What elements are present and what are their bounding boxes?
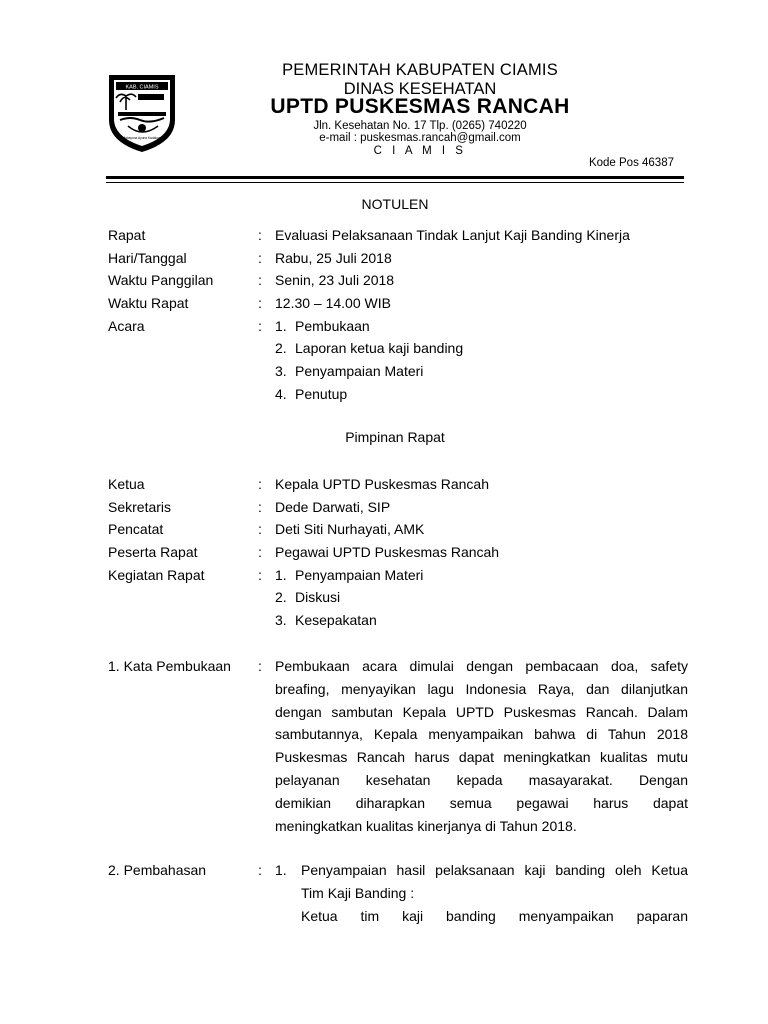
info-colon: :	[258, 295, 262, 311]
activity-item	[0, 611, 768, 629]
letterhead-divider-thin	[106, 182, 684, 183]
info-colon: :	[258, 227, 262, 243]
letterhead-government: PEMERINTAH KABUPATEN CIAMIS	[282, 61, 558, 79]
leader-value: Deti Siti Nurhayati, AMK	[275, 521, 425, 537]
agenda-item-text: Penutup	[295, 386, 348, 402]
leader-row-ketua	[0, 475, 768, 493]
info-label: Waktu Panggilan	[108, 272, 214, 288]
info-colon: :	[258, 272, 262, 288]
agenda-colon: :	[258, 318, 262, 334]
paragraph-line: Pembukaan acara dimulai dengan pembacaan doa, safety	[275, 658, 688, 674]
agenda-item-number: 4.	[275, 386, 287, 402]
leader-label: Peserta Rapat	[108, 544, 198, 560]
info-value: Rabu, 25 Juli 2018	[275, 250, 392, 266]
paragraph-line: sambutannya, Kepala menyampaikan bahwa di Tahun 2018	[275, 726, 688, 743]
letterhead-city: C I A M I S	[373, 145, 467, 157]
letterhead-institution: UPTD PUSKESMAS RANCAH	[270, 95, 570, 118]
info-row-waktu-rapat	[0, 294, 768, 312]
agenda-item	[0, 339, 768, 357]
paragraph-line: Tim Kaji Banding :	[301, 884, 415, 901]
agenda-item-text: Pembukaan	[295, 318, 370, 334]
info-value: Senin, 23 Juli 2018	[275, 272, 395, 288]
agenda-item	[0, 362, 768, 380]
leader-colon: :	[258, 499, 262, 515]
leader-row-peserta	[0, 543, 768, 561]
agenda-label: Acara	[108, 318, 145, 334]
emblem-motto-text: Mahayuna Ayuna Kadatuan	[122, 136, 162, 140]
paragraph-line: Penyampaian hasil pelaksanaan kaji banding oleh Ketua	[301, 862, 688, 878]
info-row-hari-tanggal	[0, 249, 768, 267]
letterhead-address: Jln. Kesehatan No. 17 Tlp. (0265) 740220	[313, 120, 527, 132]
document-title: NOTULEN	[361, 196, 429, 212]
activity-item-text: Penyampaian Materi	[295, 567, 424, 583]
leader-label: Ketua	[108, 476, 145, 492]
letterhead-department: DINAS KESEHATAN	[343, 80, 497, 98]
agenda-item-text: Penyampaian Materi	[295, 363, 424, 379]
activity-item-text: Kesepakatan	[295, 612, 377, 628]
discussion-item-number: 1.	[275, 862, 287, 878]
agenda-item	[0, 385, 768, 403]
info-label: Waktu Rapat	[108, 295, 189, 311]
opening-paragraph	[275, 657, 688, 839]
info-row-waktu-panggilan	[0, 271, 768, 289]
agenda-item-number: 1.	[275, 318, 287, 334]
paragraph-line: pelayanan kesehatan kepada masayarakat. Dengan	[275, 771, 688, 788]
leader-value: Pegawai UPTD Puskesmas Rancah	[275, 544, 500, 560]
discussion-colon: :	[258, 862, 262, 878]
leader-colon: :	[258, 521, 262, 537]
letterhead-divider-thick	[106, 176, 684, 179]
info-label: Rapat	[108, 227, 146, 243]
activity-item-text: Diskusi	[295, 589, 341, 605]
agenda-item-number: 3.	[275, 363, 287, 379]
letterhead-email: e-mail : puskesmas.rancah@gmail.com	[319, 132, 521, 144]
leader-colon: :	[258, 476, 262, 492]
discussion-label: 2. Pembahasan	[108, 862, 207, 878]
agenda-item-number: 2.	[275, 340, 287, 356]
activity-item	[0, 588, 768, 606]
info-value: Evaluasi Pelaksanaan Tindak Lanjut Kaji Banding Kinerja	[275, 227, 630, 243]
section-title-pimpinan: Pimpinan Rapat	[345, 429, 445, 445]
paragraph-line: Puskesmas Rancah harus dapat meningkatkan kualitas mutu	[275, 749, 688, 766]
activity-item-number: 1.	[275, 567, 287, 583]
opening-label: 1. Kata Pembukaan	[108, 658, 231, 674]
agenda-item-text: Laporan ketua kaji banding	[295, 340, 464, 356]
paragraph-line: meningkatkan kualitas kinerjanya di Tahun 2018.	[275, 817, 577, 834]
leader-row-sekretaris	[0, 498, 768, 516]
info-colon: :	[258, 250, 262, 266]
paragraph-line: breafing, menyayikan lagu Indonesia Raya, dan dilanjutkan	[275, 680, 688, 697]
activity-row	[0, 566, 768, 584]
agenda-row	[0, 317, 768, 335]
info-label: Hari/Tanggal	[108, 250, 187, 266]
leader-label: Sekretaris	[108, 499, 172, 515]
discussion-paragraph	[301, 861, 688, 929]
paragraph-line: demikian diharapkan semua pegawai harus dapat	[275, 794, 688, 811]
activity-item-number: 2.	[275, 589, 287, 605]
leader-value: Kepala UPTD Puskesmas Rancah	[275, 476, 489, 492]
info-value: 12.30 – 14.00 WIB	[275, 295, 391, 311]
activity-item-number: 3.	[275, 612, 287, 628]
activity-label: Kegiatan Rapat	[108, 567, 205, 583]
leader-value: Dede Darwati, SIP	[275, 499, 391, 515]
leader-row-pencatat	[0, 520, 768, 538]
emblem-top-text: KAB. CIAMIS	[125, 84, 159, 91]
info-row-rapat	[0, 226, 768, 244]
paragraph-line: dengan sambutan Kepala UPTD Puskesmas Rancah. Dalam	[275, 703, 688, 720]
letterhead-postal-code: Kode Pos 46387	[588, 157, 674, 169]
leader-colon: :	[258, 544, 262, 560]
leader-label: Pencatat	[108, 521, 164, 537]
activity-colon: :	[258, 567, 262, 583]
opening-colon: :	[258, 658, 262, 674]
paragraph-line: Ketua tim kaji banding menyampaikan paparan	[301, 907, 688, 924]
